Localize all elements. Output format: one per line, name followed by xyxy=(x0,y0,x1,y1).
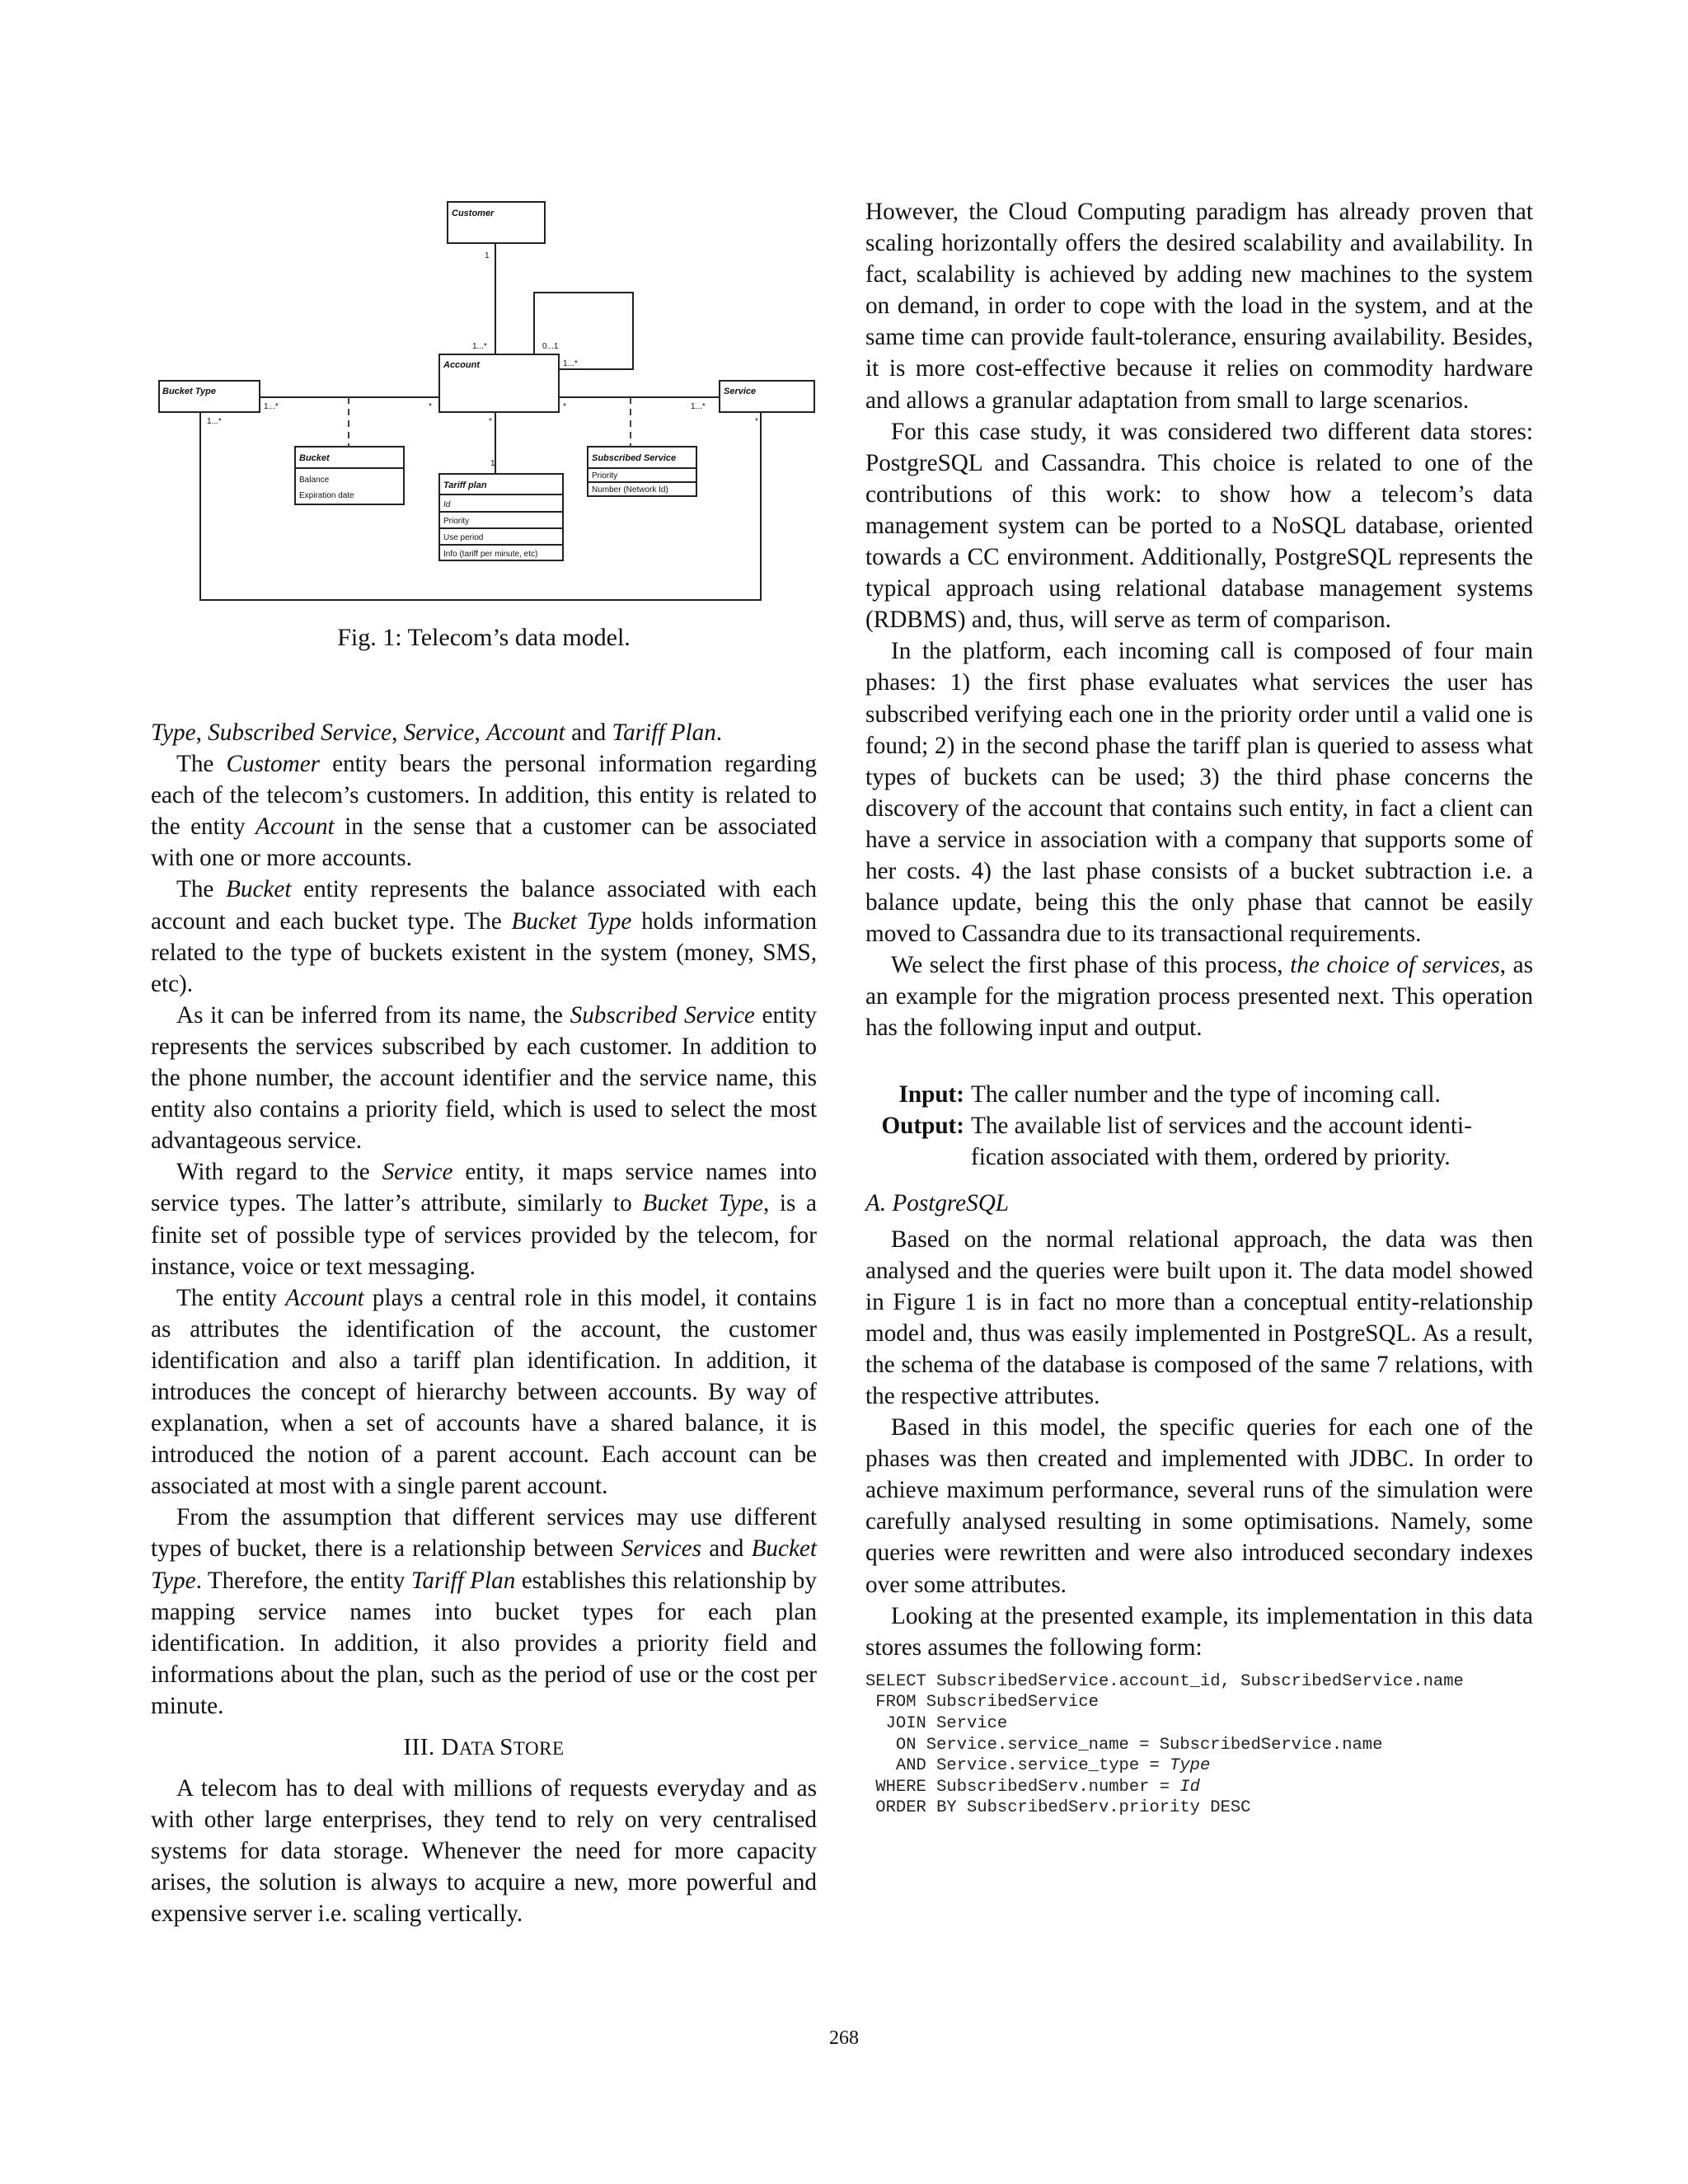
tariff-attr-id: Id xyxy=(443,500,451,509)
tariff-attr-use-period: Use period xyxy=(443,533,484,542)
uml-diagram xyxy=(151,190,817,618)
mult-tariff-up: 1 xyxy=(490,459,495,468)
paragraph-account: The entity Account plays a central role in this model, it contains as attributes the identification of the account, the customer identification and also a tariff plan identification. In addition, it introduces the concept of hierarchy between accounts. By way of explanation, when a set of accounts have a shared balance, it is introduced the notion of a parent account. Each account can be associated at most with a single parent account. xyxy=(151,1284,817,1500)
account-label: Account xyxy=(443,360,480,370)
output-text: The available list of services and the account identi- xyxy=(971,1112,1472,1139)
mult-account-right: * xyxy=(563,402,566,411)
mult-customer-1: 1 xyxy=(485,251,490,260)
mult-service-left: 1...* xyxy=(691,402,706,411)
sql-code-block: SELECT SubscribedService.account_id, SubscribedService.name FROM SubscribedService JOIN Service ON Service.service_name = SubscribedService.name AND Service.service_type = Type WHERE SubscribedServ.number = Id ORDER BY SubscribedServ.priority DESC xyxy=(865,1671,1464,1818)
paragraph-case-study: For this case study, it was considered two different data stores: PostgreSQL and Cassandra. This choice is related to one of the contributions of this work: to show how a telecom’s data management system can be ported to a NoSQL database, oriented towards a CC environment. Additionally, PostgreSQL represents the typical approach using relational database management systems (RDBMS) and, thus, will serve as term of comparison. xyxy=(865,418,1533,634)
mult-account-1many: 1...* xyxy=(472,342,487,351)
figure-caption: Fig. 1: Telecom’s data model. xyxy=(337,624,631,651)
paragraph-first-phase: We select the first phase of this process, the choice of services, as an example for the migration process presented next. This operation has the following input and output. xyxy=(865,952,1533,1042)
subscribed-attr-number: Number (Network Id) xyxy=(592,485,668,494)
customer-label: Customer xyxy=(452,209,495,218)
bucket-type-box xyxy=(159,381,260,412)
subscribed-attr-priority: Priority xyxy=(592,471,618,480)
mult-buckettype-down: 1...* xyxy=(207,417,222,426)
tariff-attr-priority: Priority xyxy=(443,517,470,526)
mult-self-01: 0...1 xyxy=(542,342,559,351)
input-text: The caller number and the type of incoming call. xyxy=(971,1080,1441,1108)
paragraph-bucket: The Bucket entity represents the balance associated with each account and each bucket type. The Bucket Type holds information related to the type of buckets existent in the system (money, SMS, etc). xyxy=(151,876,817,997)
paragraph-tariff-plan: From the assumption that different services may use different types of bucket, there is a relationship between Services and Bucket Type. Therefore, the entity Tariff Plan establishes this relationship by mapping service names into bucket types for each plan identification. In addition, it also provides a priority field and informations about the plan, such as the period of use or the cost per minute. xyxy=(151,1504,817,1719)
paragraph-relational: Based on the normal relational approach, the data was then analysed and the queries were built upon it. The data model showed in Figure 1 is in fact no more than a conceptual entity-relationship model and, thus was easily implemented in PostgreSQL. As a result, the schema of the database is composed of the same 7 relations, with the respective attributes. xyxy=(865,1226,1533,1409)
mult-buckettype-right: 1...* xyxy=(264,402,279,411)
bucket-type-label: Bucket Type xyxy=(162,387,217,396)
left-column xyxy=(151,717,817,1929)
paragraph-telecom-requests: A telecom has to deal with millions of requests everyday and as with other large enterprises, they tend to rely on very centralised systems for data storage. Whenever the need for more capacity arises, the solution is always to acquire a new, more powerful and expensive server i.e. scaling vertically. xyxy=(151,1775,817,1928)
paragraph-service: With regard to the Service entity, it maps service names into service types. The latter’s attribute, similarly to Bucket Type, is a finite set of possible type of services provided by the telecom, for instance, voice or text messaging. xyxy=(151,1159,817,1280)
mult-account-left: * xyxy=(429,402,432,411)
mult-self-1many: 1...* xyxy=(563,359,578,368)
paragraph-customer: The Customer entity bears the personal information regarding each of the telecom’s customers. In addition, this entity is related to the entity Account in the sense that a customer can be associated with one or more accounts. xyxy=(151,751,817,872)
paragraph-platform-phases: In the platform, each incoming call is composed of four main phases: 1) the first phase evaluates what services the user has subscribed verifying each one in the priority order until a valid one is found; 2) in the second phase the tariff plan is queried to assess what types of buckets can be used; 3) the third phase concerns the discovery of the account that contains such entity, in fact a client can have a service in association with a company that supports some of her costs. 4) the last phase consists of a bucket subtraction i.e. a balance update, being this the only phase that cannot be easily moved to Cassandra due to its transactional requirements. xyxy=(865,638,1533,948)
tariff-attr-info: Info (tariff per minute, etc) xyxy=(443,550,538,559)
service-box xyxy=(720,381,814,412)
mult-account-down: * xyxy=(489,417,492,426)
subscribed-service-label: Subscribed Service xyxy=(592,453,677,463)
bucket-label: Bucket xyxy=(299,453,330,463)
mult-service-down: * xyxy=(755,417,758,426)
bucket-attr-balance: Balance xyxy=(299,476,330,485)
subsection-postgresql: A. PostgreSQL xyxy=(865,1189,1010,1216)
right-column xyxy=(865,196,1533,1819)
paragraph-subscribed-service: As it can be inferred from its name, the Subscribed Service entity represents the services subscribed by each customer. In addition to the phone number, the account identifier and the service name, this entity also contains a priority field, which is used to select the most advantageous service. xyxy=(151,1001,817,1155)
output-continuation: fication associated with them, ordered by priority. xyxy=(971,1143,1451,1170)
service-label: Service xyxy=(724,387,757,396)
page-number: 268 xyxy=(829,2027,859,2049)
paragraph-example: Looking at the presented example, its implementation in this data stores assumes the following form: xyxy=(865,1602,1533,1661)
input-row xyxy=(865,1079,1533,1110)
figure-telecom-data-model xyxy=(151,190,817,618)
section-heading-data-store: III. DATA STORE xyxy=(403,1734,565,1760)
bucket-attr-expiration: Expiration date xyxy=(299,491,354,500)
output-label: Output: xyxy=(881,1112,964,1139)
paragraph-cloud: However, the Cloud Computing paradigm has already proven that scaling horizontally offers the desired scalability and availability. In fact, scalability is achieved by adding new machines to the system on demand, in order to cope with the load in the system, and at the same time can provide fault-tolerance, ensuring availability. Besides, it is more cost-effective because it relies on commodity hardware and allows a granular adaptation from small to large scenarios. xyxy=(865,199,1533,414)
paragraph-entities-tail: Type, Subscribed Service, Service, Account and Tariff Plan. xyxy=(151,719,723,746)
input-output-block xyxy=(865,1079,1533,1173)
output-row xyxy=(865,1110,1533,1141)
paragraph-queries-jdbc: Based in this model, the specific queries for each one of the phases was then created and implemented with JDBC. In order to achieve maximum performance, several runs of the simulation were carefully analysed resulting in some optimisations. Namely, some queries were rewritten and were also introduced secondary indexes over some attributes. xyxy=(865,1414,1533,1598)
input-label: Input: xyxy=(898,1080,964,1108)
tariff-plan-label: Tariff plan xyxy=(443,480,487,490)
